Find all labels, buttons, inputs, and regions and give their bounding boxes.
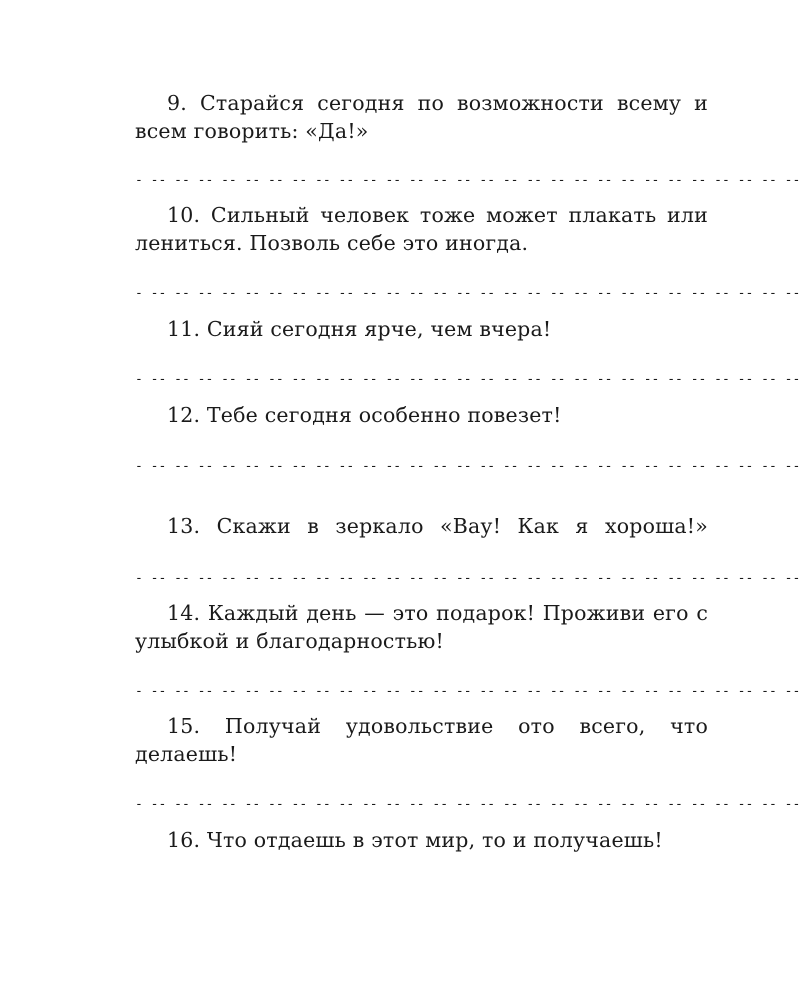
separator: - -- -- -- -- -- -- -- -- -- -- -- -- -- -- -- -- -- -- -- -- -- -- -- -- -- -- -- -- — [135, 286, 800, 301]
separator: - -- -- -- -- -- -- -- -- -- -- -- -- -- -- -- -- -- -- -- -- -- -- -- -- -- -- -- -- — [135, 797, 800, 812]
list-item: 16. Что отдаешь в этот мир, то и получаешь! — [167, 828, 663, 852]
separator: - -- -- -- -- -- -- -- -- -- -- -- -- -- -- -- -- -- -- -- -- -- -- -- -- -- -- -- -- — [135, 372, 800, 387]
separator: - -- -- -- -- -- -- -- -- -- -- -- -- -- -- -- -- -- -- -- -- -- -- -- -- -- -- -- -- — [135, 173, 800, 188]
separator: - -- -- -- -- -- -- -- -- -- -- -- -- -- -- -- -- -- -- -- -- -- -- -- -- -- -- -- -- — [135, 571, 800, 586]
separator: - -- -- -- -- -- -- -- -- -- -- -- -- -- -- -- -- -- -- -- -- -- -- -- -- -- -- -- -- — [135, 684, 800, 699]
book-page — [135, 0, 800, 1000]
list-item: 15. Получай удовольствие ото всего, что делаешь! — [135, 714, 708, 766]
list-item: 14. Каждый день — это подарок! Проживи его с улыбкой и благодарностью! — [135, 601, 708, 653]
list-item: 11. Сияй сегодня ярче, чем вчера! — [167, 317, 552, 341]
list-item: 12. Тебе сегодня особенно повезет! — [167, 403, 562, 427]
list-item: 13. Скажи в зеркало «Вау! Как я хороша!» — [167, 514, 708, 538]
separator: - -- -- -- -- -- -- -- -- -- -- -- -- -- -- -- -- -- -- -- -- -- -- -- -- -- -- -- -- — [135, 459, 800, 474]
list-item: 10. Сильный человек тоже может плакать или лениться. Позволь себе это иногда. — [135, 203, 708, 255]
list-item: 9. Старайся сегодня по возможности всему и всем говорить: «Да!» — [135, 91, 708, 143]
